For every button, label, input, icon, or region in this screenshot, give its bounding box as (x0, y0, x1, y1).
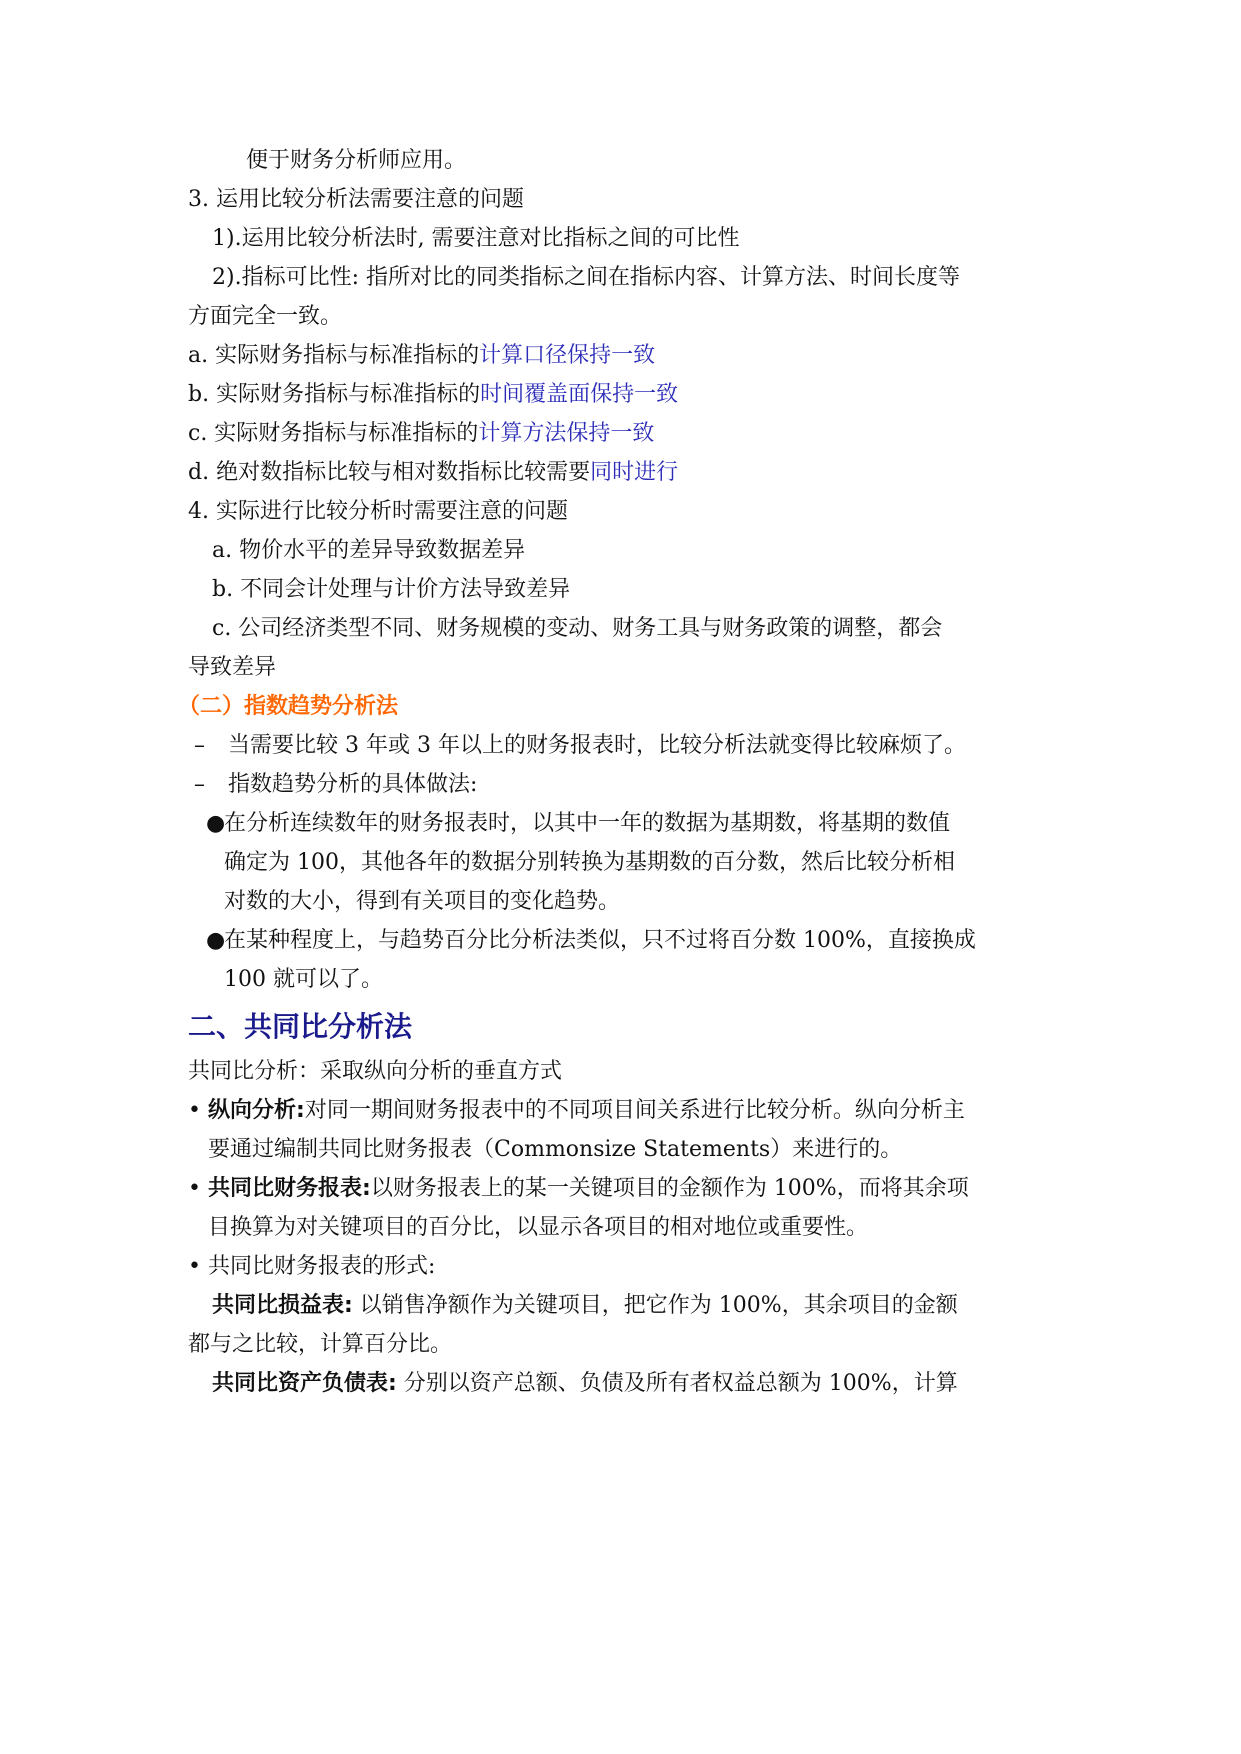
section-heading: 二、共同比分析法 (188, 1010, 413, 1043)
bullet-item-text: 在分析连续数年的财务报表时，以其中一年的数据为基期数，将基期的数值 (224, 811, 951, 836)
list-item (188, 458, 678, 488)
bullet-item (188, 1096, 965, 1126)
dash-item (194, 731, 966, 761)
dash-marker: – (194, 772, 205, 797)
definition-text: 分别以资产总额、负债及所有者权益总额为 100%，计算 (396, 1371, 958, 1396)
definition-text: 对同一期间财务报表中的不同项目间关系进行比较分析。纵向分析主 (304, 1098, 965, 1123)
text-line: 方面完全一致。 (188, 304, 343, 329)
bullet-marker: ● (206, 811, 226, 836)
highlight-text: 计算口径保持一致 (479, 343, 656, 368)
text-line: 100 就可以了。 (224, 967, 383, 992)
term-label: 共同比资产负债表: (212, 1371, 397, 1396)
dash-item-text: 指数趋势分析的具体做法: (228, 772, 478, 797)
text-line: 对数的大小，得到有关项目的变化趋势。 (224, 889, 621, 914)
list-item (188, 419, 654, 449)
list-item: b. 不同会计处理与计价方法导致差异 (212, 577, 571, 602)
text-line: 目换算为对关键项目的百分比，以显示各项目的相对地位或重要性。 (208, 1215, 869, 1240)
bullet-item (206, 809, 950, 839)
term-label: 共同比财务报表: (208, 1176, 371, 1201)
text-line: 确定为 100，其他各年的数据分别转换为基期数的百分数，然后比较分析相 (224, 850, 955, 875)
definition-line (212, 1291, 958, 1321)
numbered-heading-3: 3. 运用比较分析法需要注意的问题 (188, 187, 524, 212)
text-line: 1).运用比较分析法时, 需要注意对比指标之间的可比性 (212, 226, 740, 251)
numbered-heading-4: 4. 实际进行比较分析时需要注意的问题 (188, 499, 568, 524)
term-label: 纵向分析: (208, 1098, 305, 1123)
list-item-text: a. 实际财务指标与标准指标的 (188, 343, 480, 368)
definition-text: 以财务报表上的某一关键项目的金额作为 100%，而将其余项 (370, 1176, 969, 1201)
definition-line (212, 1369, 958, 1399)
list-item: a. 物价水平的差异导致数据差异 (212, 538, 526, 563)
bullet-marker: • (188, 1098, 201, 1123)
text-line: 要通过编制共同比财务报表（Commonsize Statements）来进行的。 (208, 1137, 903, 1162)
highlight-text: 时间覆盖面保持一致 (480, 382, 679, 407)
section-subheading: （二）指数趋势分析法 (178, 694, 399, 719)
list-item-text: c. 实际财务指标与标准指标的 (188, 421, 479, 446)
text-line: 2).指标可比性: 指所对比的同类指标之间在指标内容、计算方法、时间长度等 (212, 265, 960, 290)
bullet-marker: • (188, 1176, 201, 1201)
dash-item-text: 当需要比较 3 年或 3 年以上的财务报表时，比较分析法就变得比较麻烦了。 (228, 733, 966, 758)
bullet-item-text: 在某种程度上，与趋势百分比分析法类似，只不过将百分数 100%，直接换成 (224, 928, 976, 953)
dash-marker: – (194, 733, 205, 758)
text-line: 都与之比较，计算百分比。 (188, 1332, 453, 1357)
text-line: 导致差异 (188, 655, 277, 680)
list-item-text: b. 实际财务指标与标准指标的 (188, 382, 481, 407)
text-line: 便于财务分析师应用。 (246, 148, 467, 173)
list-item (188, 380, 678, 410)
highlight-text: 同时进行 (590, 460, 679, 485)
bullet-marker: ● (206, 928, 226, 953)
bullet-item (206, 926, 976, 956)
bullet-item (188, 1174, 969, 1204)
definition-text: 以销售净额作为关键项目，把它作为 100%，其余项目的金额 (352, 1293, 958, 1318)
bullet-item-text: 共同比财务报表的形式: (208, 1254, 436, 1279)
list-item (188, 341, 655, 371)
dash-item (194, 770, 477, 800)
list-item: c. 公司经济类型不同、财务规模的变动、财务工具与财务政策的调整，都会 (212, 616, 943, 641)
list-item-text: d. 绝对数指标比较与相对数指标比较需要 (188, 460, 591, 485)
bullet-marker: • (188, 1254, 201, 1279)
term-label: 共同比损益表: (212, 1293, 353, 1318)
text-line: 共同比分析：采取纵向分析的垂直方式 (188, 1059, 563, 1084)
highlight-text: 计算方法保持一致 (478, 421, 655, 446)
bullet-item (188, 1252, 435, 1282)
